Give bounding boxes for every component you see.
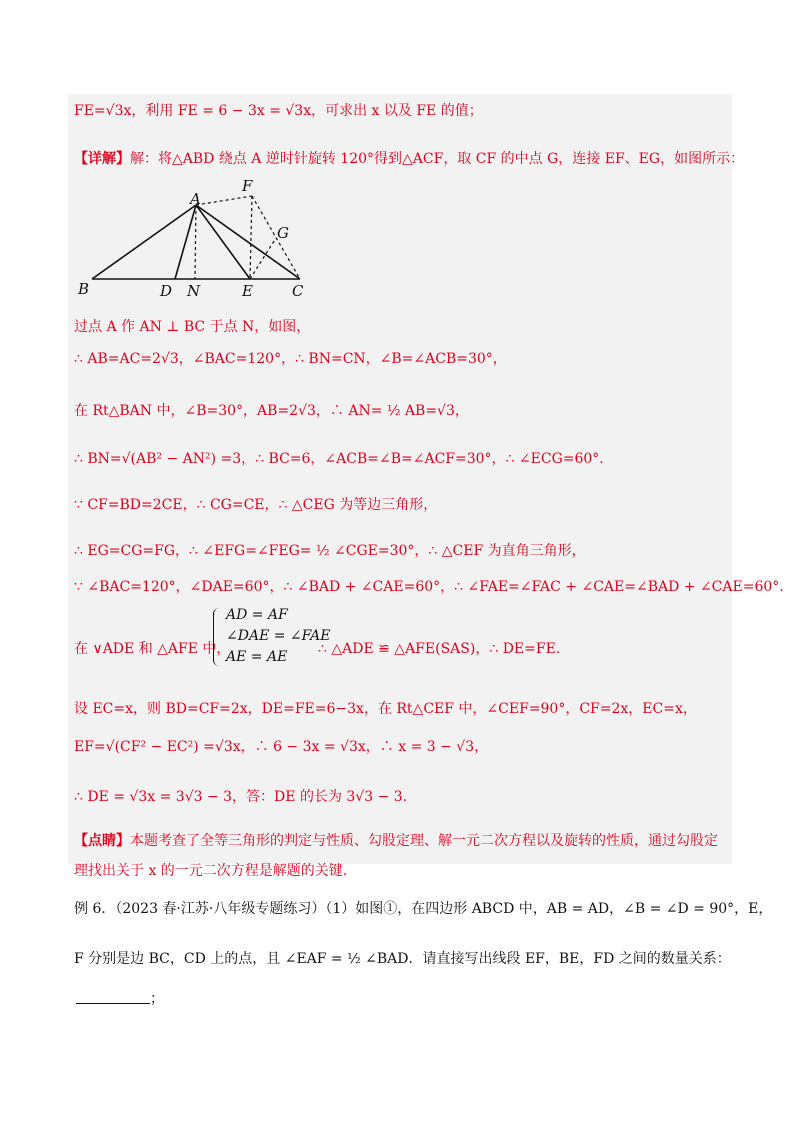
example-6-line-2: F 分别是边 BC，CD 上的点，且 ∠EAF = ½ ∠BAD．请直接写出线段 EF，BE，FD 之间的数量关系： <box>74 951 731 967</box>
line-15: 理找出关于 x 的一元二次方程是解题的关键. <box>74 863 348 879</box>
line-10-post: ∴ △ADE ≌ △AFE(SAS)，∴ DE=FE. <box>318 641 561 657</box>
label-a: A <box>190 190 201 208</box>
segment-ab <box>92 205 196 279</box>
line-2 <box>74 150 744 168</box>
line-13: ∴ DE = √3x = 3√3 − 3，答：DE 的长为 3√3 − 3. <box>74 789 408 805</box>
system-row-2: ∠DAE = ∠FAE <box>226 628 331 644</box>
segment-ac <box>196 205 300 279</box>
label-g: G <box>277 224 289 242</box>
segment-ae <box>196 205 250 279</box>
line-10-pre: 在 ∨ADE 和 △AFE 中， <box>74 641 231 657</box>
line-1: FE=√3x，利用 FE = 6 − 3x = √3x，可求出 x 以及 FE 的值； <box>74 103 483 119</box>
label-d: D <box>160 282 173 300</box>
system-row-3: AE = AE <box>226 649 288 665</box>
label-f: F <box>242 178 253 195</box>
segment-ad <box>175 205 196 279</box>
detail-text: 解：将△ABD 绕点 A 逆时针旋转 120°得到△ACF，取 CF 的中点 G，连接 EF、EG，如图所示： <box>130 151 745 167</box>
line-14 <box>74 832 718 850</box>
segment-an <box>195 205 196 279</box>
line-11: 设 EC=x，则 BD=CF=2x，DE=FE=6−3x，在 Rt△CEF 中，∠CEF=90°，CF=2x，EC=x， <box>74 701 697 717</box>
line-9: ∵ ∠BAC=120°，∠DAE=60°，∴ ∠BAD + ∠CAE=60°，∴ ∠FAE=∠FAC + ∠CAE=∠BAD + ∠CAE=60°. <box>74 579 784 595</box>
line-5: 在 Rt△BAN 中，∠B=30°，AB=2√3，∴ AN= ½ AB=√3， <box>74 403 469 419</box>
label-c: C <box>292 282 304 300</box>
line-4: ∴ AB=AC=2√3，∠BAC=120°，∴ BN=CN，∠B=∠ACB=30°， <box>74 351 507 367</box>
segment-af <box>196 196 252 205</box>
label-n: N <box>187 282 201 300</box>
label-e: E <box>242 282 253 300</box>
line-6: ∴ BN=√(AB² − AN²) =3，∴ BC=6，∠ACB=∠B=∠ACF=30°，∴ ∠ECG=60°. <box>74 451 604 467</box>
segment-fc <box>252 196 300 279</box>
line-8: ∴ EG=CG=FG，∴ ∠EFG=∠FEG= ½ ∠CGE=30°，∴ △CEF 为直角三角形， <box>74 543 586 559</box>
remark-tag: 【点睛】 <box>74 833 130 849</box>
answer-semicolon: ； <box>150 991 164 1007</box>
system-row-1: AD = AF <box>226 607 288 623</box>
line-3: 过点 A 作 AN ⊥ BC 于点 N，如图， <box>74 319 311 335</box>
detail-tag: 【详解】 <box>74 151 130 167</box>
segment-fe <box>250 196 252 279</box>
geometry-diagram <box>74 178 314 303</box>
system-brace <box>213 608 222 666</box>
remark-text: 本题考查了全等三角形的判定与性质、勾股定理、解一元二次方程以及旋转的性质，通过勾股定 <box>130 833 718 849</box>
answer-blank <box>76 1002 150 1004</box>
line-7: ∵ CF=BD=2CE，∴ CG=CE，∴ △CEG 为等边三角形， <box>74 497 438 513</box>
label-b: B <box>78 280 90 298</box>
line-12: EF=√(CF² − EC²) =√3x，∴ 6 − 3x = √3x，∴ x = 3 − √3， <box>74 739 489 755</box>
example-6-line-1: 例 6．（2023 春·江苏·八年级专题练习）（1）如图①，在四边形 ABCD 中，AB = AD，∠B = ∠D = 90°，E， <box>74 901 773 917</box>
